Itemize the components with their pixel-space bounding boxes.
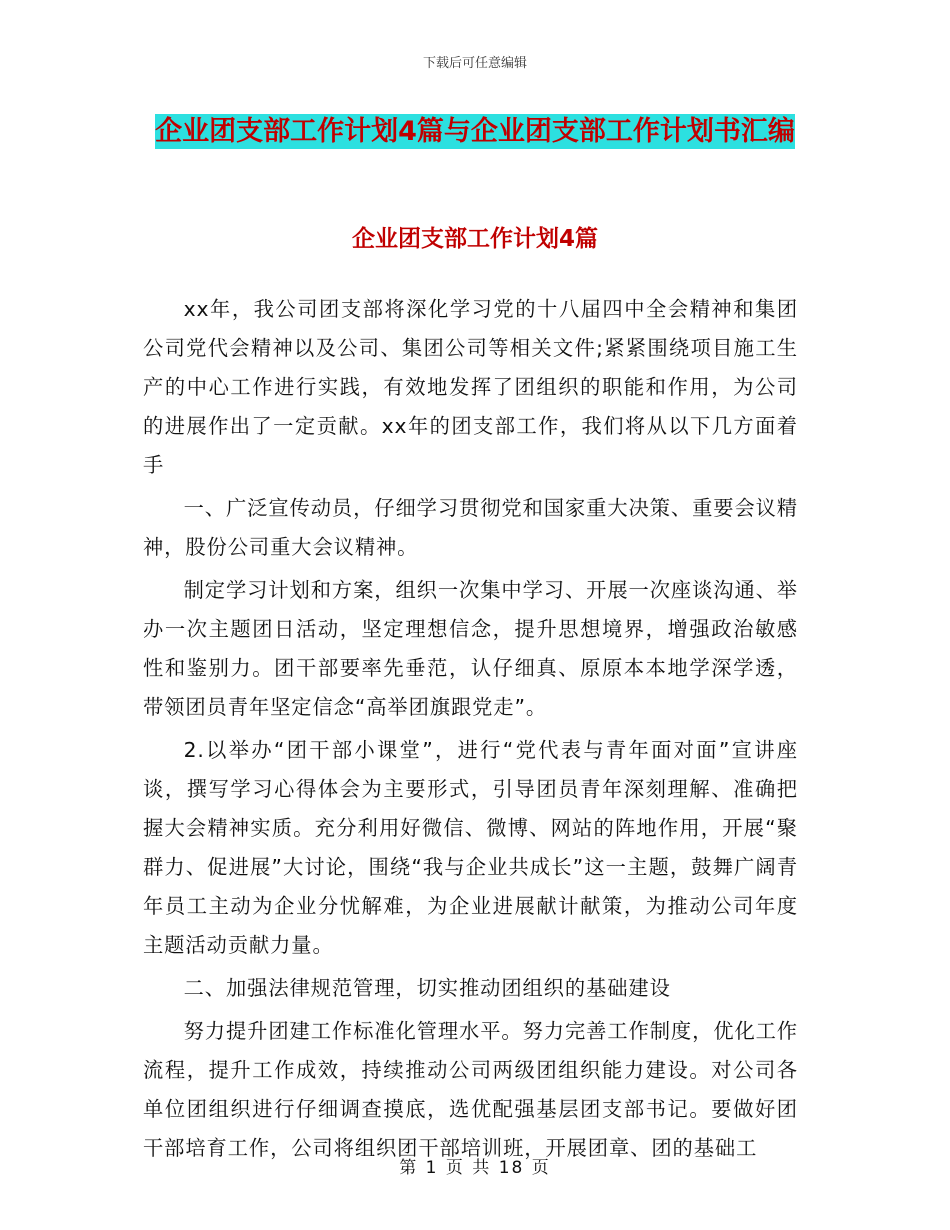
paragraph: 2.以举办“团干部小课堂”，进行“党代表与青年面对面”宣讲座谈，撰写学习心得体会为主要形式，引导团员青年深刻理解、准确把握大会精神实质。充分利用好微信、微博、网站的阵地作用，开展“聚群力、促进展”大讨论，围绕“我与企业共成长”这一主题，鼓舞广阔青年员工主动为企业分忧解难，为企业进展献计献策，为推动公司年度主题活动贡献力量。 bbox=[143, 738, 798, 957]
section-title: 企业团支部工作计划4篇 bbox=[351, 226, 598, 252]
document-body bbox=[143, 290, 798, 1172]
paragraph: 制定学习计划和方案，组织一次集中学习、开展一次座谈沟通、举办一次主题团日活动，坚定理想信念，提升思想境界，增强政治敏感性和鉴别力。团干部要率先垂范，认仔细真、原原本本地学深学透，带领团员青年坚定信念“高举团旗跟党走”。 bbox=[143, 578, 798, 719]
paragraph: 二、加强法律规范管理，切实推动团组织的基础建设 bbox=[183, 976, 671, 1000]
paragraph: 一、广泛宣传动员，仔细学习贯彻党和国家重大决策、重要会议精神，股份公司重大会议精神。 bbox=[143, 496, 798, 559]
header-note: 下载后可任意编辑 bbox=[422, 56, 527, 71]
paragraph: xx年，我公司团支部将深化学习党的十八届四中全会精神和集团公司党代会精神以及公司、集团公司等相关文件;紧紧围绕项目施工生产的中心工作进行实践，有效地发挥了团组织的职能和作用，为公司的进展作出了一定贡献。xx年的团支部工作，我们将从以下几方面着手 bbox=[143, 297, 798, 477]
document-title-text: 企业团支部工作计划4篇与企业团支部工作计划书汇编 bbox=[155, 116, 795, 147]
page-number: 第 1 页 共 18 页 bbox=[399, 1158, 551, 1178]
paragraph: 努力提升团建工作标准化管理水平。努力完善工作制度，优化工作流程，提升工作成效，持续推动公司两级团组织能力建设。对公司各单位团组织进行仔细调查摸底，选优配强基层团支部书记。要做好团干部培育工作，公司将组织团干部培训班，开展团章、团的基础工 bbox=[143, 1019, 798, 1160]
document-title bbox=[120, 108, 830, 156]
